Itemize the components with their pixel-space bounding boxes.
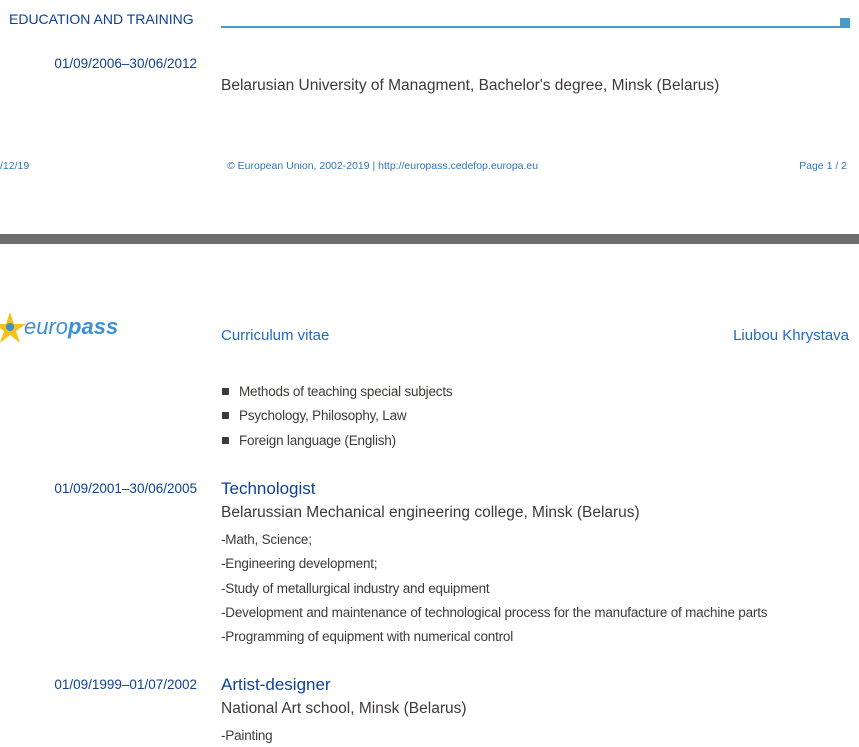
logo-suffix: pass	[68, 314, 119, 339]
entry-detail: -Painting	[221, 728, 273, 743]
entry-detail: -Programming of equipment with numerical control	[221, 629, 514, 644]
document-title: Curriculum vitae	[221, 327, 330, 344]
footer-date: /12/19	[0, 160, 30, 172]
person-name: Liubou Khrystava	[733, 327, 849, 344]
entry-detail: -Engineering development;	[221, 556, 378, 571]
bullet-icon	[222, 388, 229, 395]
entry-institution: National Art school, Minsk (Belarus)	[221, 700, 467, 717]
logo-prefix: euro	[24, 314, 69, 339]
bullet-icon	[222, 412, 229, 419]
entry-date: 01/09/2006–30/06/2012	[54, 56, 197, 71]
entry-title: Artist-designer	[221, 675, 331, 694]
section-divider	[221, 26, 840, 28]
entry-date: 01/09/2001–30/06/2005	[54, 481, 197, 496]
entry-institution: Belarussian Mechanical engineering college, Minsk (Belarus)	[221, 504, 640, 521]
entry-title: Technologist	[221, 479, 316, 498]
entry-detail: -Study of metallurgical industry and equipment	[221, 581, 490, 596]
entry-detail: -Development and maintenance of technological process for the manufacture of machine parts	[221, 605, 768, 620]
list-item	[222, 433, 396, 448]
footer-page-number: Page 1 / 2	[799, 160, 847, 172]
section-title: EDUCATION AND TRAINING	[9, 11, 194, 27]
bullet-icon	[222, 437, 229, 444]
section-marker	[840, 18, 850, 28]
list-item	[222, 408, 406, 423]
list-item	[222, 384, 452, 399]
europass-logo	[24, 314, 118, 340]
list-item-text: Methods of teaching special subjects	[239, 384, 453, 399]
entry-detail: -Math, Science;	[221, 532, 312, 547]
entry-date: 01/09/1999–01/07/2002	[54, 677, 197, 692]
entry-institution: Belarusian University of Managment, Bachelor's degree, Minsk (Belarus)	[221, 77, 720, 94]
list-item-text: Foreign language (English)	[239, 433, 396, 448]
page-separator	[0, 234, 859, 244]
footer-copyright-link[interactable]: © European Union, 2002-2019 | http://europass.cedefop.europa.eu	[227, 160, 539, 172]
list-item-text: Psychology, Philosophy, Law	[239, 408, 407, 423]
